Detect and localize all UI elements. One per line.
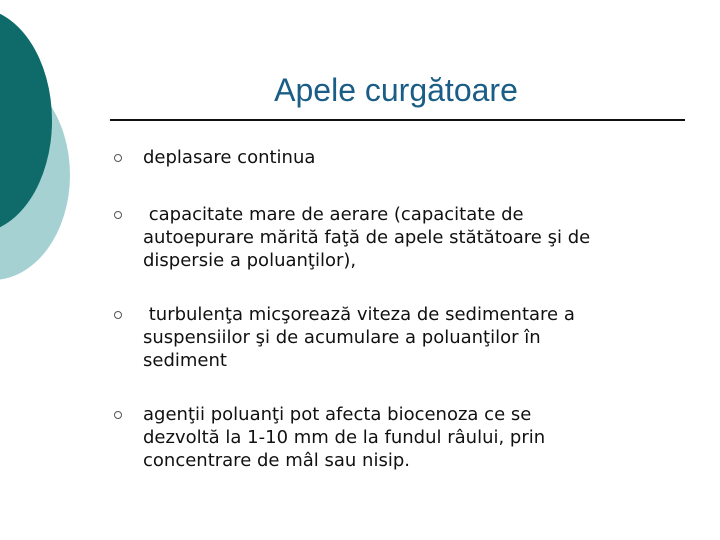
bullet-text: turbulenţa micşorează viteza de sedimentare a suspensiilor şi de acumulare a poluanţilor în sediment <box>143 304 575 371</box>
title-divider <box>110 119 685 121</box>
circle-bullet-icon <box>114 311 122 319</box>
circle-bullet-icon <box>114 411 122 419</box>
bullet-text: deplasare continua <box>143 147 316 168</box>
circle-bullet-icon <box>114 211 122 219</box>
bullet-text: agenţii poluanţi pot afecta biocenoza ce se dezvoltă la 1-10 mm de la fundul râului, prin concentrare de mâl sau nisip. <box>143 404 546 471</box>
circle-bullet-icon <box>114 154 122 162</box>
slide-title: Apele curgătoare <box>274 72 518 108</box>
bullet-text: capacitate mare de aerare (capacitate de autoepurare mărită faţă de apele stătătoare şi de dispersie a poluanţilor), <box>143 204 591 271</box>
